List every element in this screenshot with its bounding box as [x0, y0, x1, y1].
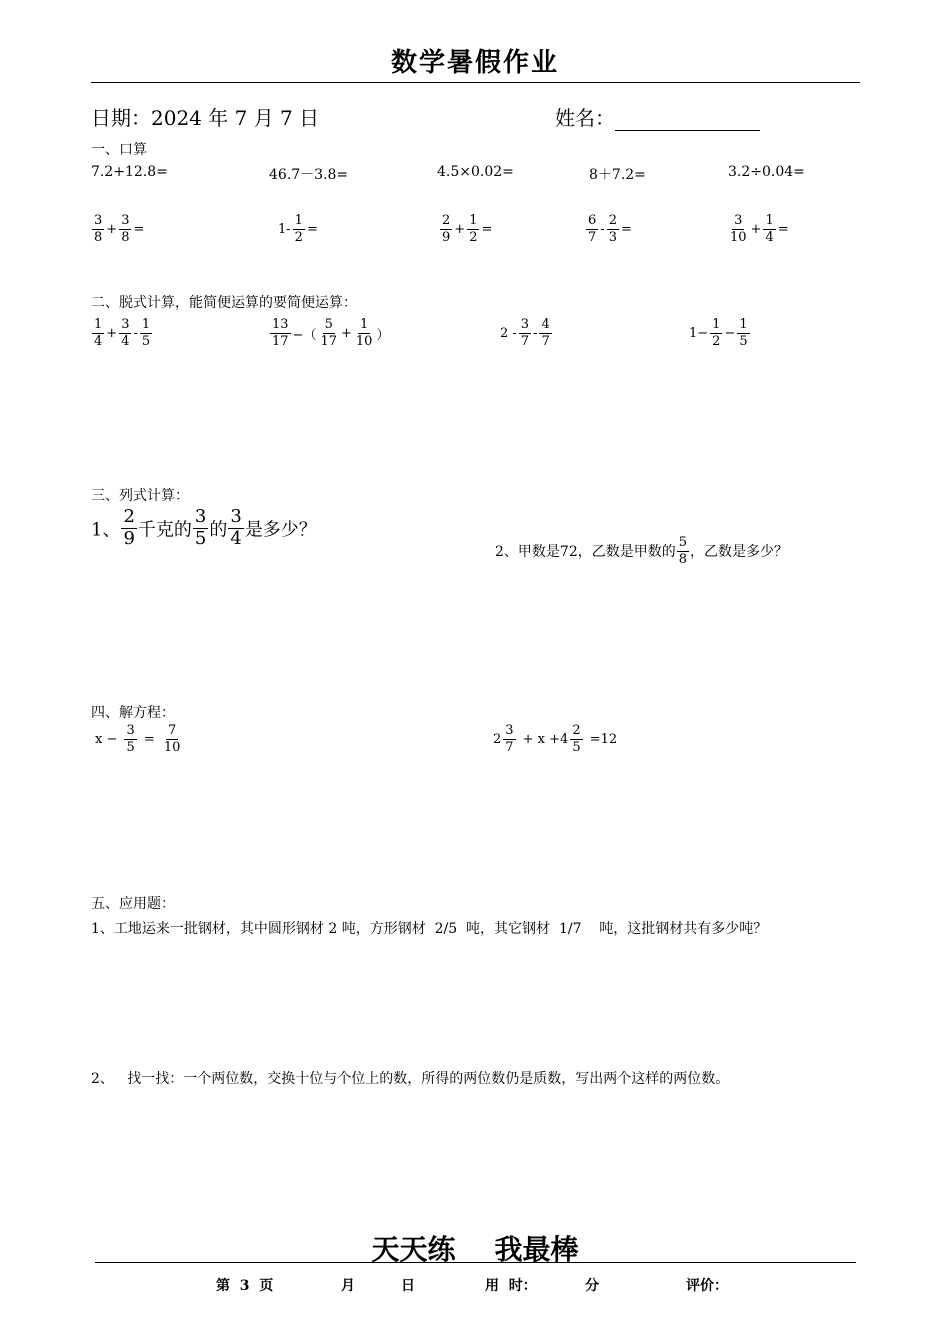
fraction: $\frac{1}{4}$ — [94, 317, 103, 349]
step-calc-4: 1− $\frac{1}{2}$ − $\frac{1}{5}$ — [689, 317, 748, 349]
footer-minute: 分 — [585, 1278, 599, 1294]
fraction: $\frac{3}{8}$ — [121, 213, 130, 245]
name-label: 姓名： — [555, 106, 615, 130]
fraction: $\frac{4}{7}$ — [541, 317, 550, 349]
equation-1: x − $\frac{3}{5}$ = $\frac{7}{10}$ — [95, 723, 181, 755]
section2-heading: 二、脱式计算，能简便运算的要简便运算： — [91, 295, 357, 311]
step-calc-2: $\frac{13}{17}$ −（ $\frac{5}{17}$ + $\frac{1}{10}$ ） — [272, 317, 390, 349]
fraction: $\frac{3}{5}$ — [194, 506, 207, 549]
fraction: $\frac{1}{2}$ — [712, 317, 721, 349]
fraction: $\frac{1}{5}$ — [739, 317, 748, 349]
fraction: $\frac{2}{5}$ — [572, 723, 581, 755]
oral-fraction-item: $\frac{2}{9}$ + $\frac{1}{2}$ = — [442, 213, 493, 245]
fraction: $\frac{3}{8}$ — [94, 213, 103, 245]
fraction: $\frac{2}{9}$ — [442, 213, 451, 245]
oral-fraction-item: 1- $\frac{1}{2}$ = — [278, 213, 318, 245]
name-field — [555, 102, 760, 131]
footer-slogan: 天天练 我最棒 — [371, 1233, 579, 1266]
page-title: 数学暑假作业 — [390, 48, 559, 78]
step-calc-3: 2 - $\frac{3}{7}$ - $\frac{4}{7}$ — [500, 317, 550, 349]
fraction: $\frac{5}{17}$ — [320, 317, 337, 349]
footer-divider — [95, 1262, 856, 1263]
footer-month: 月 — [341, 1278, 355, 1294]
footer-day: 日 — [401, 1278, 415, 1294]
date-label: 日期：2024 年 7 月 7 日 — [91, 106, 320, 130]
fraction: $\frac{13}{17}$ — [272, 317, 289, 349]
fraction: $\frac{1}{10}$ — [355, 317, 373, 349]
list-calc-question-1: 1、 $\frac{2}{9}$ 千克的 $\frac{3}{5}$ 的 $\frac{3}{4}$ 是多少？ — [91, 506, 317, 549]
oral-fraction-item: $\frac{6}{7}$ - $\frac{2}{3}$ = — [588, 213, 632, 245]
fraction: $\frac{3}{7}$ — [505, 723, 514, 755]
oral-calc-item: 46.7－3.8= — [269, 167, 349, 183]
section5-heading: 五、应用题： — [91, 896, 175, 912]
fraction: $\frac{3}{7}$ — [520, 317, 530, 349]
fraction: $\frac{5}{8}$ — [678, 535, 688, 567]
fraction: $\frac{6}{7}$ — [588, 213, 597, 245]
fraction: $\frac{1}{2}$ — [294, 213, 303, 245]
fraction: $\frac{2}{3}$ — [608, 213, 617, 245]
list-calc-question-2: 2、甲数是72，乙数是甲数的 $\frac{5}{8}$ ，乙数是多少？ — [495, 535, 789, 567]
fraction: $\frac{2}{9}$ — [123, 506, 135, 549]
oral-fraction-item: $\frac{3}{10}$ + $\frac{1}{4}$ = — [730, 213, 789, 245]
oral-calc-item: 8＋7.2= — [589, 167, 646, 183]
fraction: $\frac{1}{4}$ — [765, 213, 774, 245]
name-blank-line — [615, 112, 760, 131]
section4-heading: 四、解方程： — [91, 705, 175, 721]
oral-calc-item: 7.2+12.8= — [91, 164, 168, 180]
oral-calc-item: 3.2÷0.04= — [728, 164, 805, 180]
word-problem-1: 1、工地运来一批钢材，其中圆形钢材 2 吨，方形钢材 2/5 吨，其它钢材 1/7 吨，这批钢材共有多少吨？ — [91, 921, 768, 937]
footer-page: 第 3 页 — [216, 1278, 274, 1294]
fraction: $\frac{7}{10}$ — [163, 723, 181, 755]
section3-heading: 三、列式计算： — [91, 488, 189, 504]
footer-time: 用 时： — [485, 1278, 537, 1294]
fraction: $\frac{3}{5}$ — [126, 723, 135, 755]
section1-heading: 一、口算 — [91, 142, 147, 158]
fraction: $\frac{3}{4}$ — [121, 317, 130, 349]
fraction: $\frac{1}{5}$ — [141, 317, 151, 349]
fraction: $\frac{3}{10}$ — [730, 213, 747, 245]
fraction: $\frac{3}{4}$ — [230, 506, 242, 549]
footer-eval: 评价： — [686, 1278, 728, 1294]
step-calc-1: $\frac{1}{4}$ + $\frac{3}{4}$ - $\frac{1}{5}$ — [94, 317, 151, 349]
oral-fraction-item: $\frac{3}{8}$ + $\frac{3}{8}$ = — [94, 213, 145, 245]
equation-2: 2 $\frac{3}{7}$ + x +4 $\frac{2}{5}$ =12 — [493, 723, 618, 755]
word-problem-2: 2、 找一找：一个两位数，交换十位与个位上的数，所得的两位数仍是质数，写出两个这样的两位数。 — [91, 1071, 730, 1087]
oral-calc-item: 4.5×0.02= — [437, 164, 514, 180]
fraction: $\frac{1}{2}$ — [469, 213, 478, 245]
title-divider — [91, 82, 860, 83]
